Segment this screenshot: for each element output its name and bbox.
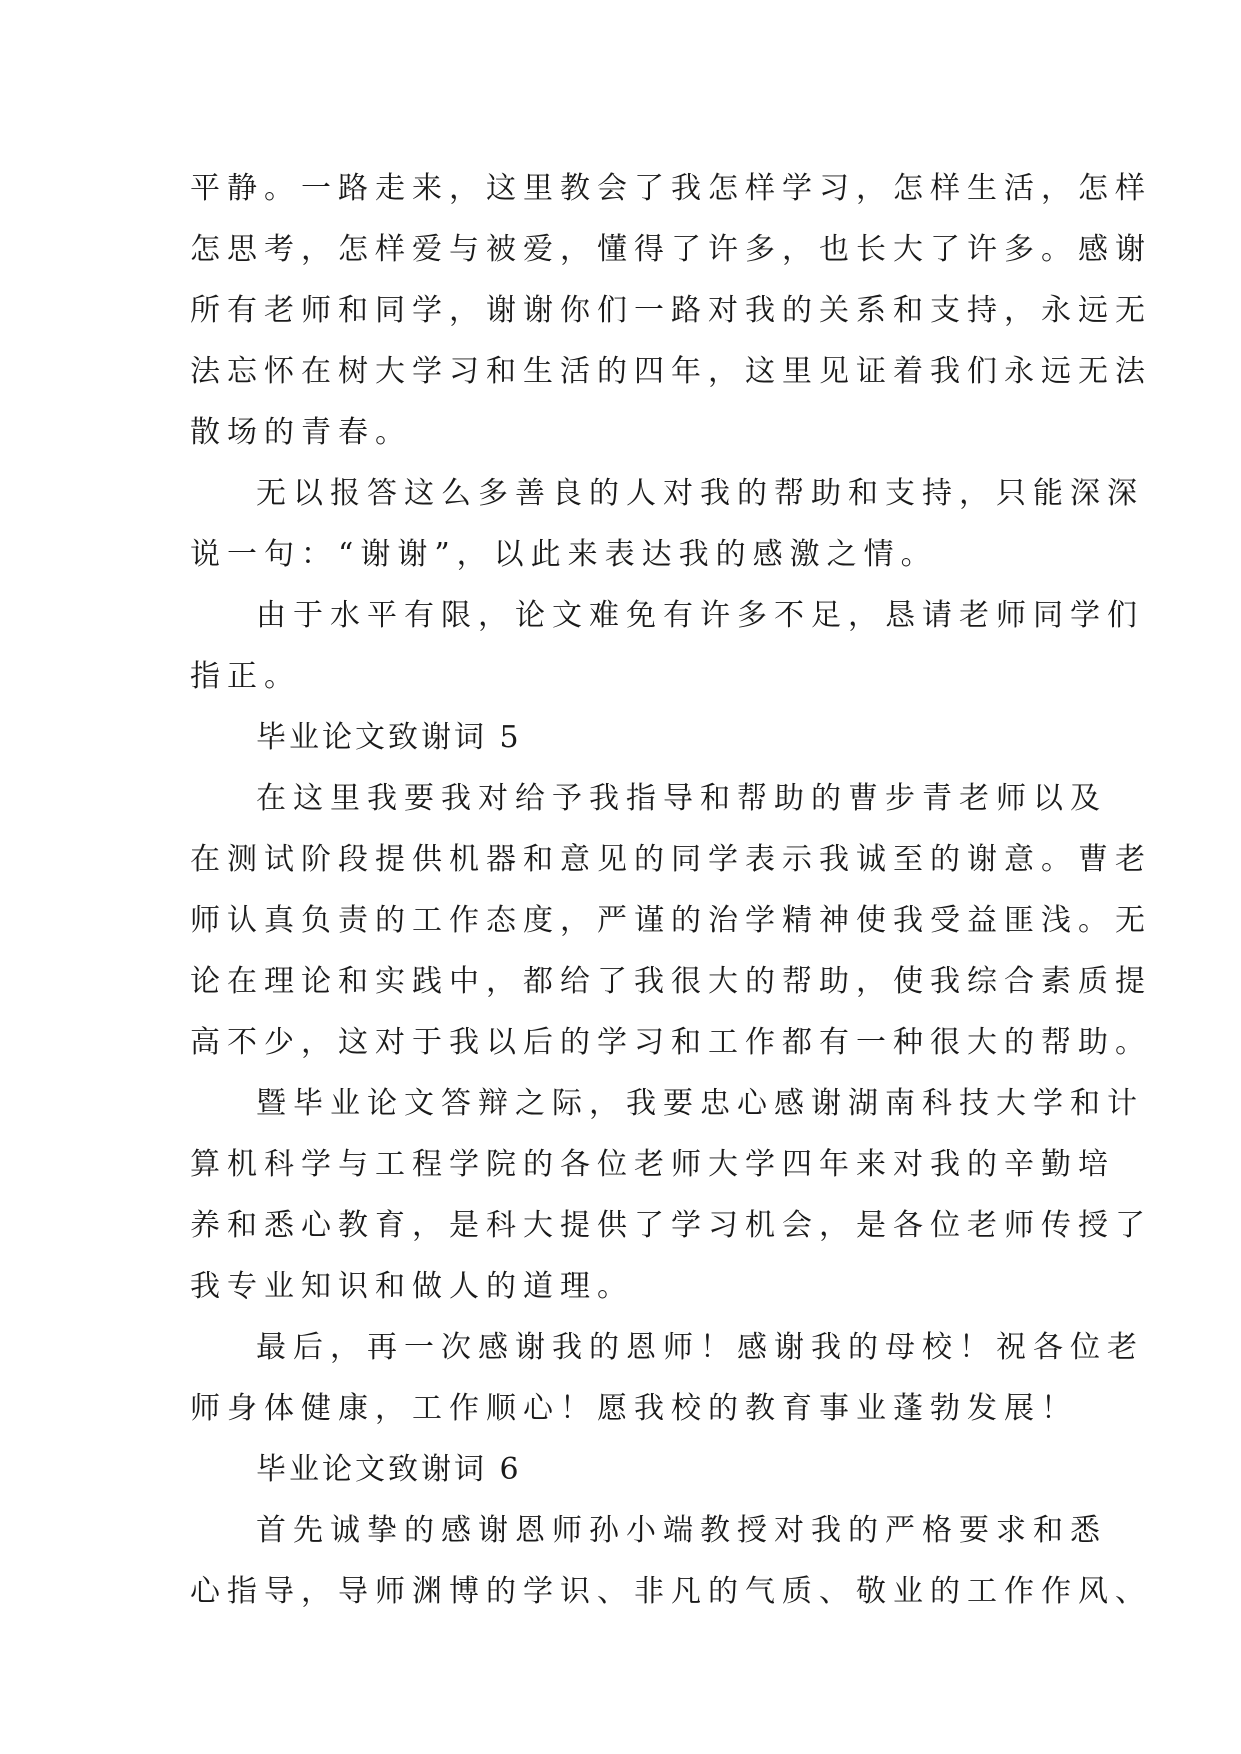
- text-line: 平静。一路走来，这里教会了我怎样学习，怎样生活，怎样: [190, 171, 1152, 206]
- text-line: 算机科学与工程学院的各位老师大学四年来对我的辛勤培: [190, 1147, 1115, 1182]
- text-line: 心指导，导师渊博的学识、非凡的气质、敬业的工作作风、: [190, 1574, 1152, 1609]
- text-line: 养和悉心教育，是科大提供了学习机会，是各位老师传授了: [190, 1208, 1152, 1243]
- text-line: 论在理论和实践中，都给了我很大的帮助，使我综合素质提: [190, 964, 1152, 999]
- text-line: 在测试阶段提供机器和意见的同学表示我诚至的谢意。曹老: [190, 842, 1152, 877]
- text-line: 师身体健康，工作顺心！愿我校的教育事业蓬勃发展！: [190, 1391, 1078, 1426]
- text-line: 我专业知识和做人的道理。: [190, 1269, 634, 1304]
- text-line: 由于水平有限，论文难免有许多不足，恳请老师同学们: [256, 598, 1144, 633]
- text-line: 首先诚挚的感谢恩师孙小端教授对我的严格要求和悉: [256, 1513, 1107, 1548]
- text-line: 怎思考，怎样爱与被爱，懂得了许多，也长大了许多。感谢: [190, 232, 1152, 267]
- text-line: 指正。: [190, 659, 301, 694]
- text-line: 暨毕业论文答辩之际，我要忠心感谢湖南科技大学和计: [256, 1086, 1144, 1121]
- text-line: 无以报答这么多善良的人对我的帮助和支持，只能深深: [256, 476, 1144, 511]
- text-line: 高不少，这对于我以后的学习和工作都有一种很大的帮助。: [190, 1025, 1152, 1060]
- document-body: [190, 158, 1152, 1622]
- text-line: 师认真负责的工作态度，严谨的治学精神使我受益匪浅。无: [190, 903, 1152, 938]
- section-heading: 毕业论文致谢词 5: [256, 720, 522, 755]
- text-line: 法忘怀在树大学习和生活的四年，这里见证着我们永远无法: [190, 354, 1152, 389]
- text-line: 在这里我要我对给予我指导和帮助的曹步青老师以及: [256, 781, 1107, 816]
- text-line: 散场的青春。: [190, 415, 412, 450]
- text-line: 最后，再一次感谢我的恩师！感谢我的母校！祝各位老: [256, 1330, 1144, 1365]
- text-line: 所有老师和同学，谢谢你们一路对我的关系和支持，永远无: [190, 293, 1152, 328]
- section-heading: 毕业论文致谢词 6: [256, 1452, 522, 1487]
- text-line: 说一句：“谢谢”，以此来表达我的感激之情。: [190, 537, 938, 572]
